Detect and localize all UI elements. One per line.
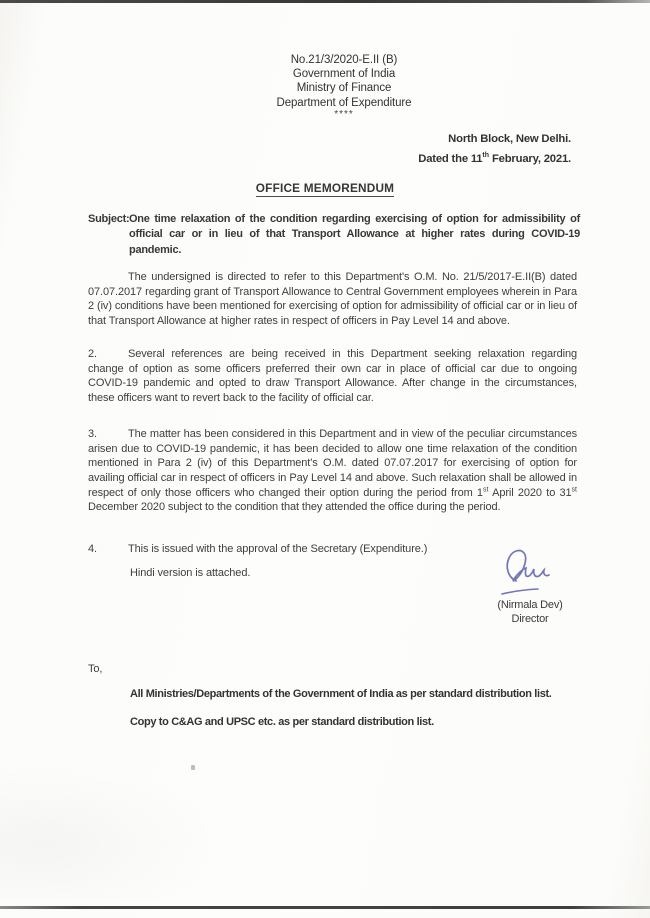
place-date-block	[418, 130, 571, 169]
memo-title-row	[0, 181, 650, 197]
date-ordinal-sup: th	[482, 151, 489, 159]
stars-separator: ****	[334, 108, 354, 120]
signer-block	[478, 599, 582, 627]
scan-top-edge	[0, 0, 650, 3]
para-text-seg2: April 2020 to 31	[488, 486, 572, 499]
para-number: 2.	[88, 348, 97, 360]
date-line	[418, 150, 571, 170]
scan-smudge	[0, 760, 220, 900]
para-number: 4.	[88, 543, 97, 555]
date-text-suffix: February, 2021.	[489, 152, 571, 165]
signer-designation: Director	[511, 612, 549, 625]
para-text: This is issued with the approval of the Secretary (Expenditure.)	[128, 543, 428, 555]
para-text-seg1: The matter has been considered in this Department and in view of the peculiar circumstances arisen due to COVID-19 pandemic, it has been decided to allow one time relaxation of the condition mentioned in Para 2 (iv) of this Department's O.M. dated 07.07.2017 for exercising of option for availing official car in respect of officers in Pay Level 14 and above. Such relaxation shall be allowed in respect of only those officers who changed their option during the period from 1	[88, 428, 577, 499]
ordinal-sup: st	[482, 485, 489, 493]
distribution-line-1: All Ministries/Departments of the Government of India as per standard distribution list.	[130, 688, 552, 700]
ref-number: No.21/3/2020-E.II (B)	[290, 54, 398, 66]
paragraph-2	[88, 347, 577, 406]
date-text: Dated the 11	[418, 152, 483, 165]
hindi-version-note: Hindi version is attached.	[130, 567, 251, 579]
subject-label: Subject:	[88, 213, 130, 225]
memo-title: OFFICE MEMORENDUM	[255, 181, 395, 195]
scan-artifact-dot	[191, 765, 195, 770]
org-line: Government of India	[292, 68, 396, 81]
letterhead	[38, 53, 650, 120]
subject-block	[88, 212, 580, 258]
scan-bottom-edge	[0, 906, 650, 909]
place-line: North Block, New Delhi.	[448, 133, 571, 145]
signature-scribble	[492, 545, 570, 601]
paragraph-3	[88, 427, 577, 515]
para-text: Several references are being received in this Department seeking relaxation regarding change of option as some officers preferred their own car in place of official car due to ongoing COVID-19 pandemic and opted to draw Transport Allowance. After change in the circumstances, these officers want to revert back to the facility of official car.	[88, 348, 577, 404]
to-label: To,	[88, 663, 103, 675]
subject-text: One time relaxation of the condition regarding exercising of option for admissibility of official car or in lieu of that Transport Allowance at higher rates during COVID-19 pandemic.	[129, 213, 580, 256]
signer-name: (Nirmala Dev)	[497, 599, 563, 611]
para-text-seg3: December 2020 subject to the condition that they attended the office during the period.	[88, 501, 501, 514]
para-number: 3.	[88, 428, 97, 440]
paragraph-1: The undersigned is directed to refer to this Department's O.M. No. 21/5/2017-E.II(B) dated 07.07.2017 regarding grant of Transport Allowance to Central Government employees wherein in Para 2 (iv) conditions have been mentioned for exercising of option for admissibility of official car or in lieu of that Transport Allowance at higher rates in respect of officers in Pay Level 14 and above.	[88, 271, 577, 327]
ordinal-sup: st	[571, 485, 577, 493]
ministry-line: Ministry of Finance	[296, 82, 392, 95]
distribution-line-2: Copy to C&AG and UPSC etc. as per standard distribution list.	[130, 716, 434, 728]
department-line: Department of Expenditure	[276, 96, 412, 109]
